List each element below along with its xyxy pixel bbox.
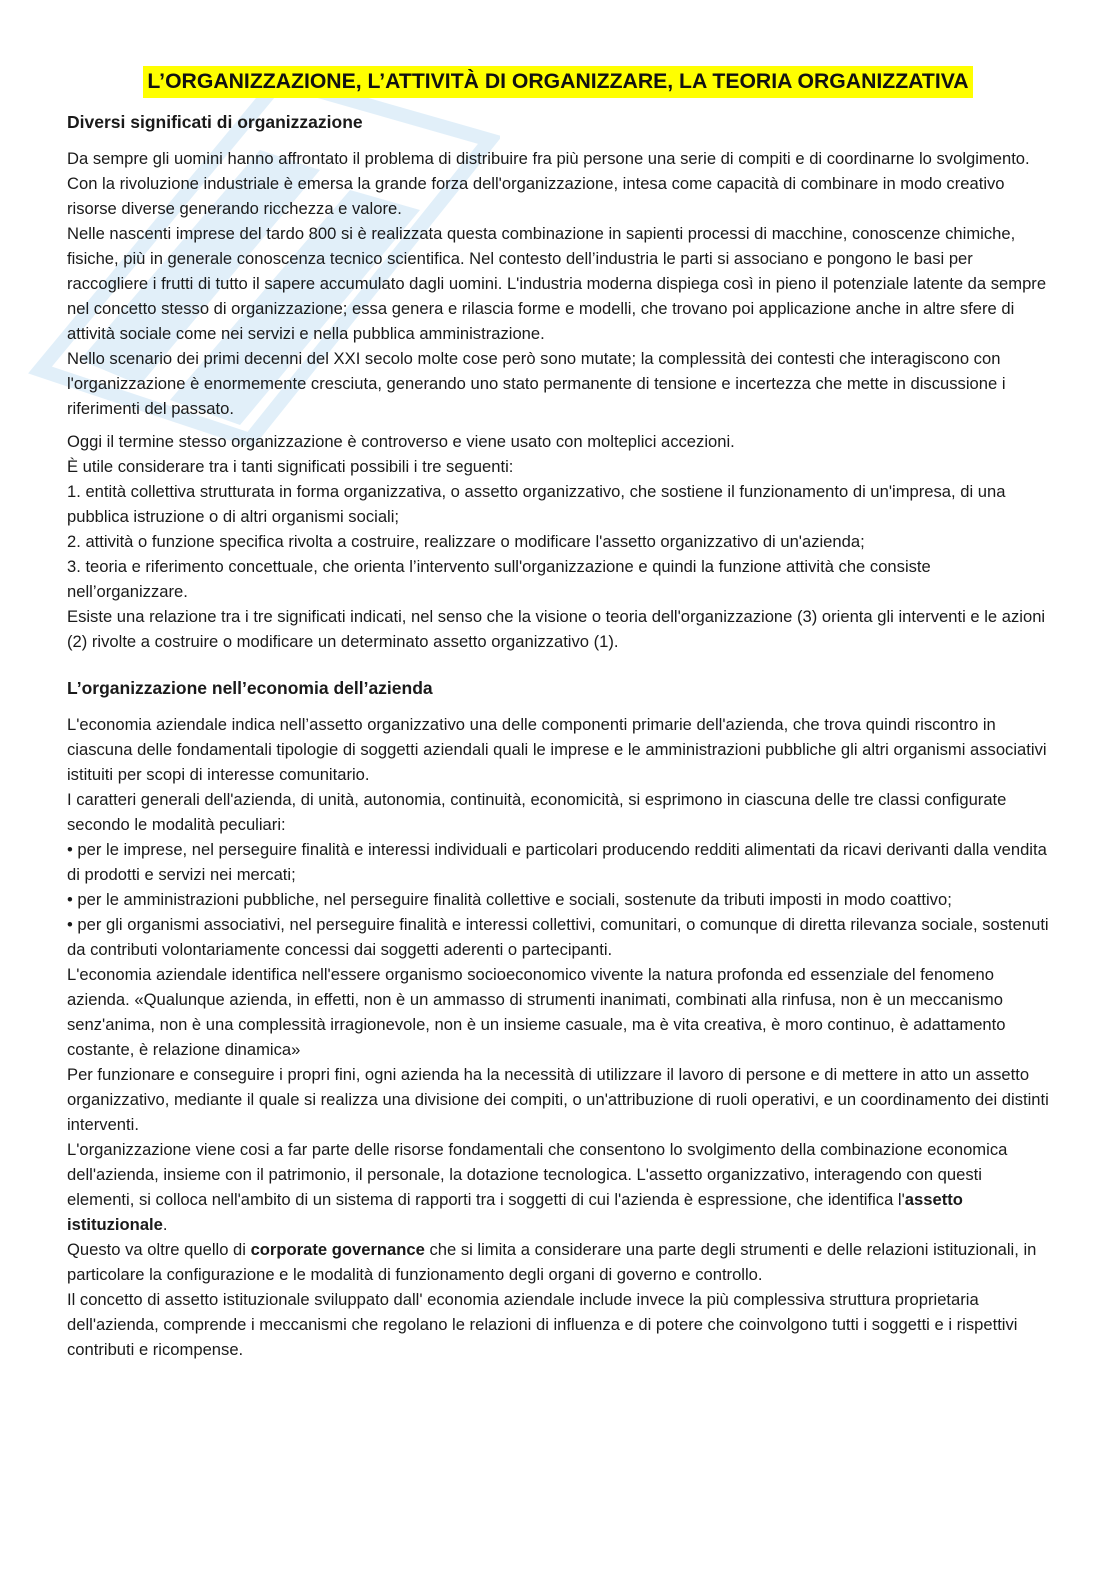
bold-term: assetto istituzionale [67,1190,963,1234]
bullet-item: • per gli organismi associativi, nel perseguire finalità e interessi collettivi, comunitari, o comunque di diretta rilevanza sociale, sostenuti da contributi volontariamente concessi dai soggetti aderenti o partecipanti. [67,915,1049,959]
list-item: 2. attività o funzione specifica rivolta a costruire, realizzare o modificare l'assetto organizzativo di un'azienda; [67,532,865,551]
list-item: 3. teoria e riferimento concettuale, che orienta l’intervento sull'organizzazione e quindi la funzione attività che consiste nell’organizzare. [67,557,931,601]
text-run: Questo va oltre quello di [67,1240,251,1259]
text-run: L'organizzazione viene cosi a far parte delle risorse fondamentali che consentono lo svolgimento della combinazione economica dell'azienda, insieme con il patrimonio, il personale, la dotazione tecnologica. L'assetto organizzativo, interagendo con questi elementi, si colloca nell'ambito di un sistema di rapporti tra i soggetti di cui l'azienda è espressione, che identifica l' [67,1140,1008,1209]
text-run: . [162,1215,168,1234]
paragraph: Il concetto di assetto istituzionale sviluppato dall' economia aziendale include invece la più complessiva struttura proprietaria dell'azienda, comprende i meccanismi che regolano le relazioni di influenza e di potere che coinvolgono tutti i soggetti e i rispettivi contributi e ricompense. [67,1290,1018,1359]
paragraph: Oggi il termine stesso organizzazione è controverso e viene usato con molteplici accezioni. [67,432,735,451]
paragraph: I caratteri generali dell'azienda, di unità, autonomia, continuità, economicità, si esprimono in ciascuna delle tre classi configurate secondo le modalità peculiari: [67,790,1007,834]
bullet-item: • per le amministrazioni pubbliche, nel perseguire finalità collettive e sociali, sostenute da tributi imposti in modo coattivo; [67,890,952,909]
bold-term: corporate governance [250,1240,425,1259]
paragraph: Da sempre gli uomini hanno affrontato il problema di distribuire fra più persone una serie di compiti e di coordinarne lo svolgimento. [67,149,1030,168]
paragraph: L'economia aziendale identifica nell'essere organismo socioeconomico vivente la natura profonda ed essenziale del fenomeno azienda. «Qualunque azienda, in effetti, non è un ammasso di strumenti inanimati, combinati alla rinfusa, non è un meccanismo senz'anima, non è una complessità irragionevole, non è un insieme casuale, ma è vita creativa, è moro continuo, è adattamento costante, è relazione dinamica» [67,965,1006,1059]
section-heading: Diversi significati di organizzazione [67,112,363,132]
paragraph: L'economia aziendale indica nell’assetto organizzativo una delle componenti primarie dell'azienda, che trova quindi riscontro in ciascuna delle fondamentali tipologie di soggetti aziendali quali le imprese e le amministrazioni pubbliche gli altri organismi associativi istituiti per scopi di interesse comunitario. [67,715,1047,784]
list-item: 1. entità collettiva strutturata in forma organizzativa, o assetto organizzativo, che sostiene il funzionamento di un'impresa, di una pubblica istruzione o di altri organismi sociali; [67,482,1006,526]
paragraph: Con la rivoluzione industriale è emersa la grande forza dell'organizzazione, intesa come capacità di combinare in modo creativo risorse diverse generando ricchezza e valore. [67,174,1005,218]
paragraph [67,1237,1049,1287]
document-page [67,66,1049,1362]
text-run: che si limita a considerare una parte degli strumenti e delle relazioni istituzionali, in particolare la configurazione e le modalità di funzionamento degli organi di governo e controllo. [67,1240,1037,1284]
paragraph [67,1137,1049,1237]
paragraph: È utile considerare tra i tanti significati possibili i tre seguenti: [67,457,514,476]
paragraph: Nello scenario dei primi decenni del XXI secolo molte cose però sono mutate; la complessità dei contesti che interagiscono con l'organizzazione è enormemente cresciuta, generando uno stato permanente di tensione e incertezza che mette in discussione i riferimenti del passato. [67,349,1006,418]
paragraph: Per funzionare e conseguire i propri fini, ogni azienda ha la necessità di utilizzare il lavoro di persone e di mettere in atto un assetto organizzativo, mediante il quale si realizza una divisione dei compiti, o un'attribuzione di ruoli operativi, e un coordinamento dei distinti interventi. [67,1065,1049,1134]
section-heading: L’organizzazione nell’economia dell’azienda [67,678,433,698]
bullet-item: • per le imprese, nel perseguire finalità e interessi individuali e particolari producendo redditi alimentati da ricavi derivanti dalla vendita di prodotti e servizi nei mercati; [67,840,1047,884]
paragraph: Esiste una relazione tra i tre significati indicati, nel senso che la visione o teoria dell'organizzazione (3) orienta gli interventi e le azioni (2) rivolte a costruire o modificare un determinato assetto organizzativo (1). [67,607,1046,651]
document-title: L’ORGANIZZAZIONE, L’ATTIVITÀ DI ORGANIZZARE, LA TEORIA ORGANIZZATIVA [143,66,972,98]
paragraph: Nelle nascenti imprese del tardo 800 si è realizzata questa combinazione in sapienti processi di macchine, conoscenze chimiche, fisiche, più in generale conoscenza tecnico scientifica. Nel contesto dell’industria le parti si associano e pongono le basi per raccogliere i frutti di tutto il sapere accumulato dagli uomini. L'industria moderna dispiega così in pieno il potenziale latente da sempre nel concetto stesso di organizzazione; essa genera e rilascia forme e modelli, che trovano poi applicazione anche in altre sfere di attività sociale come nei servizi e nella pubblica amministrazione. [67,224,1047,343]
